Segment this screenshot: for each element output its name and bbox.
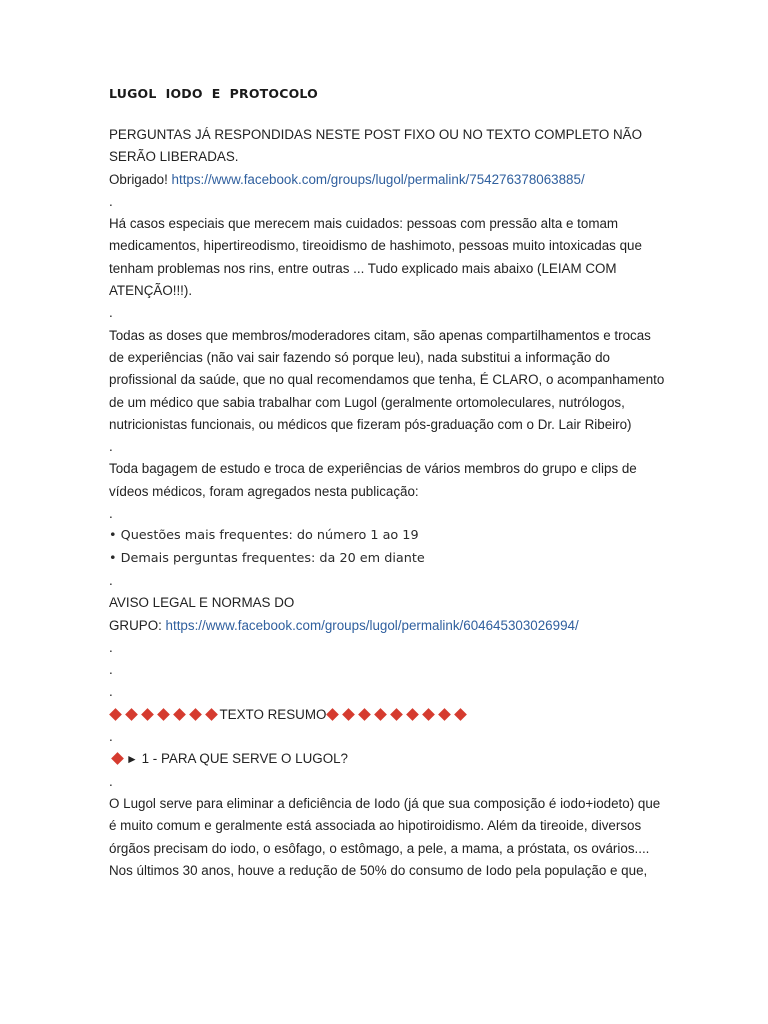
separator-dot: . <box>109 506 113 522</box>
document-body <box>109 124 669 882</box>
diamond-icon <box>189 708 202 721</box>
diamond-row-right <box>326 707 469 722</box>
separator-dot: . <box>109 729 113 745</box>
arrow-right-icon: ► <box>126 752 138 767</box>
diamond-icon <box>109 708 122 721</box>
answer-paragraph: O Lugol serve para eliminar a deficiência de Iodo (já que sua composição é iodo+iodeto) que é muito comum e geralmente está associada ao hipotiroidismo. Além da tireoide, diversos órgãos precisam do iodo, o esôfago, o estômago, a pele, a mama, a próstata, os ovários.... <box>109 795 661 856</box>
continuation-paragraph: Nos últimos 30 anos, houve a redução de 50% do consumo de Iodo pela população e que, <box>109 862 648 878</box>
question-1-heading <box>109 748 669 770</box>
thanks-text: Obrigado! <box>109 171 172 187</box>
resumo-heading <box>109 704 669 726</box>
intro-warning: PERGUNTAS JÁ RESPONDIDAS NESTE POST FIXO OU NO TEXTO COMPLETO NÃO SERÃO LIBERADAS. <box>109 127 642 165</box>
bullet-item: • Demais perguntas frequentes: da 20 em diante <box>109 550 425 566</box>
resumo-label: TEXTO RESUMO <box>219 706 327 722</box>
legal-line <box>109 615 669 637</box>
diamond-icon <box>125 708 138 721</box>
diamond-icon <box>157 708 170 721</box>
bullet-item: • Questões mais frequentes: do número 1 ao 19 <box>109 528 419 544</box>
intro-thanks <box>109 169 669 191</box>
diamond-icon <box>327 708 340 721</box>
thanks-link[interactable]: https://www.facebook.com/groups/lugol/permalink/754276378063885/ <box>171 171 585 187</box>
diamond-icon <box>375 708 388 721</box>
separator-dot: . <box>109 193 113 209</box>
study-paragraph: Toda bagagem de estudo e troca de experiências de vários membros do grupo e clips de vídeos médicos, foram agregados nesta publicação: <box>109 461 637 499</box>
document-title: LUGOL IODO E PROTOCOLO <box>109 86 318 101</box>
legal-link[interactable]: https://www.facebook.com/groups/lugol/permalink/604645303026994/ <box>165 617 579 633</box>
doses-paragraph: Todas as doses que membros/moderadores citam, são apenas compartilhamentos e trocas de experiências (não vai sair fazendo só porque leu), nada substitui a informação do profissional da saúde, que no qual recomendamos que tenha, É CLARO, o acompanhamento de um médico que sabia trabalhar com Lugol (geralmente ortomoleculares, nutrólogos, nutricionistas funcionais, ou médicos que fizeram pós-graduação com o Dr. Lair Ribeiro) <box>109 327 665 432</box>
legal-heading: AVISO LEGAL E NORMAS DO <box>109 595 295 611</box>
separator-dot: . <box>109 662 113 678</box>
diamond-row-left <box>109 707 220 722</box>
legal-prefix: GRUPO: <box>109 617 166 633</box>
separator-dot: . <box>109 572 113 588</box>
diamond-icon <box>173 708 186 721</box>
special-cases-paragraph: Há casos especiais que merecem mais cuidados: pessoas com pressão alta e tomam medicamentos, hipertireodismo, tireoidismo de hashimoto, pessoas muito intoxicadas que tenham problemas nos rins, entre outras ... Tudo explicado mais abaixo (LEIAM COM ATENÇÃO!!!). <box>109 216 642 299</box>
question-1-label: 1 - PARA QUE SERVE O LUGOL? <box>137 751 349 767</box>
diamond-icon <box>407 708 420 721</box>
separator-dot: . <box>109 684 113 700</box>
diamond-icon <box>455 708 468 721</box>
separator-dot: . <box>109 305 113 321</box>
diamond-icon <box>359 708 372 721</box>
separator-dot: . <box>109 439 113 455</box>
diamond-icon <box>343 708 356 721</box>
diamond-icon <box>423 708 436 721</box>
diamond-icon <box>111 752 124 765</box>
separator-dot: . <box>109 639 113 655</box>
diamond-icon <box>439 708 452 721</box>
diamond-icon <box>391 708 404 721</box>
diamond-icon <box>205 708 218 721</box>
separator-dot: . <box>109 773 113 789</box>
diamond-icon <box>141 708 154 721</box>
